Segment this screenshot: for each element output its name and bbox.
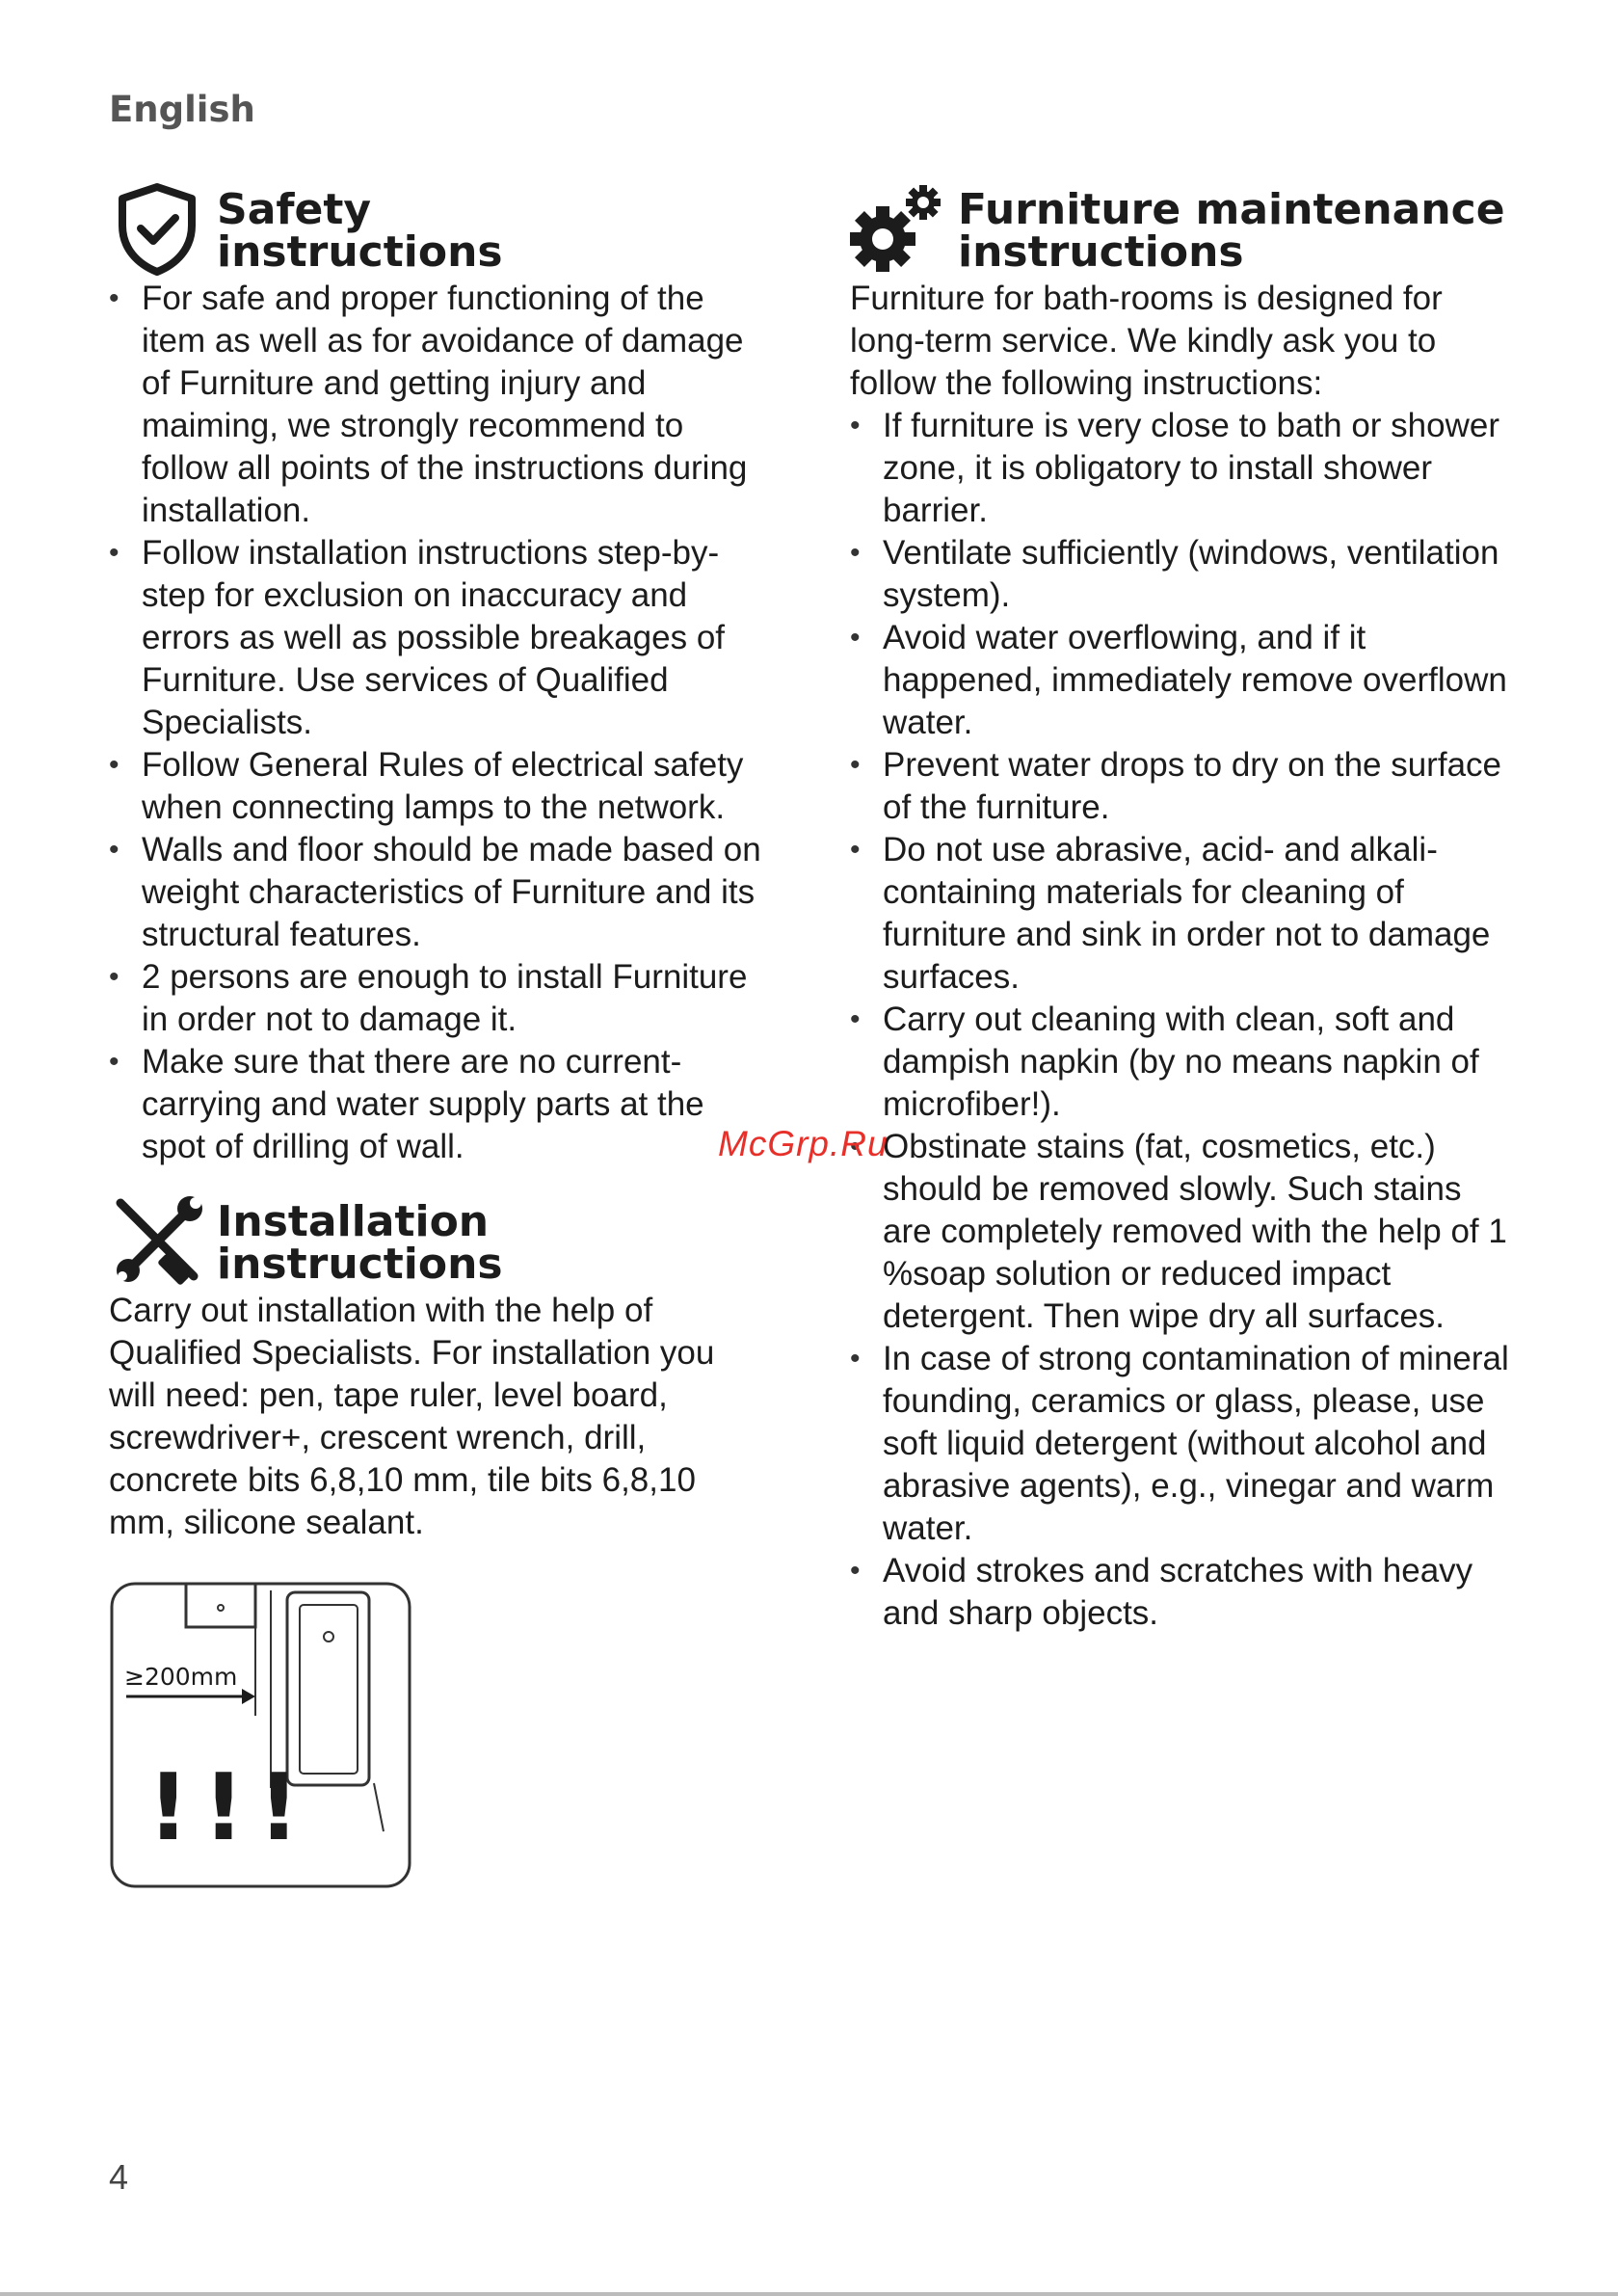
installation-title-line1: Installation [217, 1197, 490, 1246]
safety-bullet: • Make sure that there are no current-carrying and water supply parts at the spot of drilling of wall. [109, 1041, 764, 1168]
installation-text: Carry out installation with the help of Qualified Specialists. For installation you will need: pen, tape ruler, level board, screwdriver+, crescent wrench, drill, concrete bits 6,8,10 mm, tile bits 6,8,10 mm, silicone sealant. [109, 1292, 715, 1541]
bottom-divider [0, 2292, 1618, 2296]
safety-bullet: • For safe and proper functioning of the item as well as for avoidance of damage of Furniture and getting injury and maiming, we strongly recommend to follow all points of the instructions during installation. [109, 278, 764, 532]
maintenance-heading [850, 181, 1515, 278]
maintenance-title [958, 181, 1505, 277]
installation-diagram [109, 1581, 412, 1889]
gears-icon [850, 181, 946, 278]
maintenance-bullet: • In case of strong contamination of mineral founding, ceramics or glass, please, use soft liquid detergent (without alcohol and abrasive agents), e.g., vinegar and warm water. [850, 1338, 1515, 1550]
left-column [109, 181, 764, 1889]
shield-check-icon [109, 181, 205, 278]
safety-bullet-list [109, 278, 764, 1168]
safety-heading [109, 181, 764, 278]
maintenance-bullet-list [850, 405, 1515, 1635]
watermark: McGrp.Ru [718, 1124, 889, 1163]
maintenance-bullet: • Do not use abrasive, acid- and alkali-containing materials for cleaning of furniture and sink in order not to damage surfaces. [850, 829, 1515, 999]
maintenance-bullet: • Prevent water drops to dry on the surface of the furniture. [850, 744, 1515, 829]
diagram-warning-mark: !!! [147, 1755, 313, 1861]
maintenance-intro: Furniture for bath-rooms is designed for long-term service. We kindly ask you to follow the following instructions: [850, 280, 1443, 402]
safety-bullet: • Follow General Rules of electrical safety when connecting lamps to the network. [109, 744, 764, 829]
safety-title-line1: Safety [217, 185, 372, 234]
safety-bullet: • Walls and floor should be made based on weight characteristics of Furniture and its structural features. [109, 829, 764, 956]
safety-bullet: • Follow installation instructions step-by-step for exclusion on inaccuracy and errors as well as possible breakages of Furniture. Use services of Qualified Specialists. [109, 532, 764, 744]
maintenance-bullet: • Obstinate stains (fat, cosmetics, etc.) should be removed slowly. Such stains are completely removed with the help of 1 %soap solution or reduced impact detergent. Then wipe dry all surfaces. [850, 1126, 1515, 1338]
installation-heading [109, 1193, 764, 1290]
diagram-label: ≥200mm [124, 1663, 238, 1691]
page-number: 4 [109, 2157, 129, 2197]
maintenance-bullet: • If furniture is very close to bath or shower zone, it is obligatory to install shower barrier. [850, 405, 1515, 532]
maintenance-bullet: • Ventilate sufficiently (windows, ventilation system). [850, 532, 1515, 617]
safety-title-line2: instructions [217, 227, 503, 277]
installation-title-line2: instructions [217, 1240, 503, 1289]
wrench-screwdriver-icon [109, 1193, 205, 1290]
language-label: English [109, 89, 255, 130]
right-column [850, 181, 1515, 1635]
maintenance-bullet: • Avoid strokes and scratches with heavy and sharp objects. [850, 1550, 1515, 1635]
installation-title [217, 1193, 503, 1289]
maintenance-title-line2: instructions [958, 227, 1244, 277]
safety-bullet: • 2 persons are enough to install Furniture in order not to damage it. [109, 956, 764, 1041]
maintenance-bullet: • Avoid water overflowing, and if it happened, immediately remove overflown water. [850, 617, 1515, 744]
maintenance-title-line1: Furniture maintenance [958, 185, 1505, 234]
safety-title [217, 181, 503, 277]
maintenance-bullet: • Carry out cleaning with clean, soft and dampish napkin (by no means napkin of microfiber!). [850, 999, 1515, 1126]
